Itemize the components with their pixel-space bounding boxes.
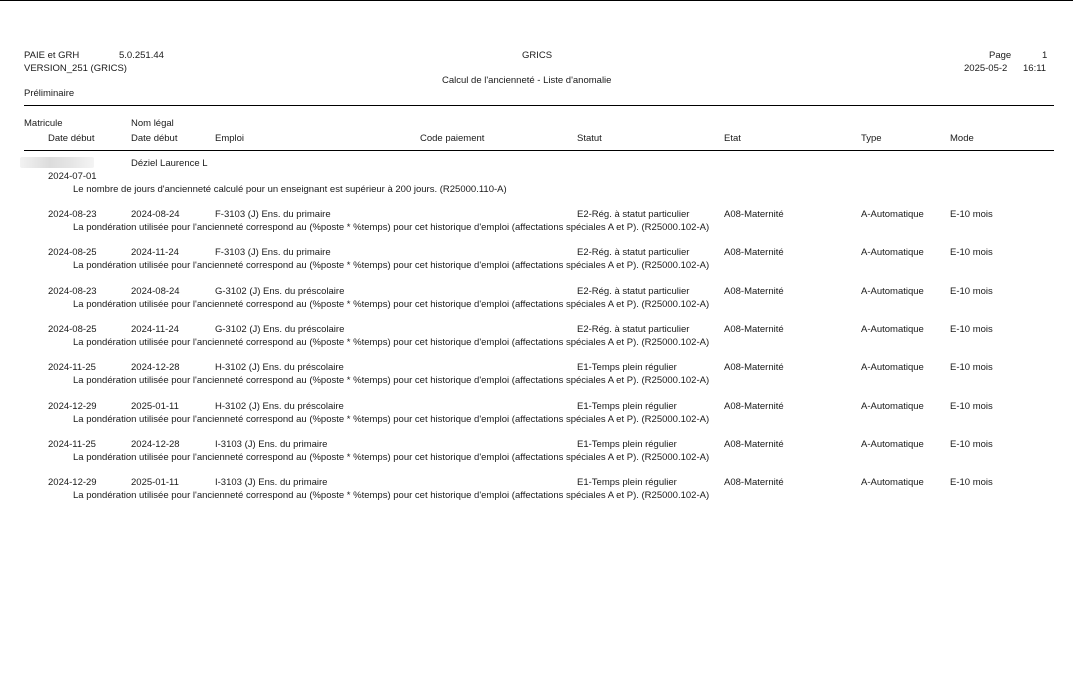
redacted-matricule	[20, 157, 94, 168]
row-message: La pondération utilisée pour l'ancienneté correspond au (%poste * %temps) pour cet historique d'emploi (affectations spéciales A et P). (R25000.102-A)	[73, 299, 710, 310]
row-mode: E-10 mois	[950, 324, 993, 335]
col-mode: Mode	[950, 133, 974, 144]
row-date-debut: 2024-11-25	[48, 362, 96, 373]
app-name: PAIE et GRH	[24, 50, 80, 61]
row-message: La pondération utilisée pour l'ancienneté correspond au (%poste * %temps) pour cet historique d'emploi (affectations spéciales A et P). (R25000.102-A)	[73, 490, 710, 501]
row-statut: E1-Temps plein régulier	[577, 439, 677, 450]
columns-divider	[24, 150, 1054, 151]
report-status: Préliminaire	[24, 88, 75, 99]
row-etat: A08-Maternité	[724, 401, 784, 412]
col-code-paiement: Code paiement	[420, 133, 485, 144]
row-mode: E-10 mois	[950, 286, 993, 297]
row-mode: E-10 mois	[950, 477, 993, 488]
row-emploi: G-3102 (J) Ens. du préscolaire	[215, 286, 345, 297]
col-date-debut-2: Date début	[131, 133, 178, 144]
row-mode: E-10 mois	[950, 247, 993, 258]
employee-name: Déziel Laurence L	[131, 158, 208, 169]
row-mode: E-10 mois	[950, 439, 993, 450]
row-mode: E-10 mois	[950, 209, 993, 220]
col-type: Type	[861, 133, 882, 144]
row-message: La pondération utilisée pour l'ancienneté correspond au (%poste * %temps) pour cet historique d'emploi (affectations spéciales A et P). (R25000.102-A)	[73, 337, 710, 348]
row-type: A-Automatique	[861, 401, 924, 412]
row-etat: A08-Maternité	[724, 324, 784, 335]
row-statut: E1-Temps plein régulier	[577, 477, 677, 488]
col-etat: Etat	[724, 133, 741, 144]
row-etat: A08-Maternité	[724, 247, 784, 258]
row-etat: A08-Maternité	[724, 362, 784, 373]
row-date-debut: 2024-08-25	[48, 247, 97, 258]
row-message: La pondération utilisée pour l'ancienneté correspond au (%poste * %temps) pour cet historique d'emploi (affectations spéciales A et P). (R25000.102-A)	[73, 414, 710, 425]
row-statut: E2-Rég. à statut particulier	[577, 247, 690, 258]
report-title: Calcul de l'ancienneté - Liste d'anomalie	[442, 75, 612, 86]
row-type: A-Automatique	[861, 439, 924, 450]
row-type: A-Automatique	[861, 209, 924, 220]
row-message: La pondération utilisée pour l'ancienneté correspond au (%poste * %temps) pour cet historique d'emploi (affectations spéciales A et P). (R25000.102-A)	[73, 375, 710, 386]
row-date-debut-2: 2024-11-24	[131, 247, 179, 258]
row-emploi: F-3103 (J) Ens. du primaire	[215, 209, 331, 220]
row-date-debut-2: 2024-08-24	[131, 286, 180, 297]
row-statut: E1-Temps plein régulier	[577, 362, 677, 373]
row-type: A-Automatique	[861, 362, 924, 373]
page-label: Page	[989, 50, 1012, 61]
row-statut: E1-Temps plein régulier	[577, 401, 677, 412]
row-date-debut-2: 2024-08-24	[131, 209, 180, 220]
row-emploi: G-3102 (J) Ens. du préscolaire	[215, 324, 345, 335]
version-label: VERSION_251 (GRICS)	[24, 63, 127, 74]
report-date: 2025-05-2	[964, 63, 1008, 74]
row-message: La pondération utilisée pour l'ancienneté correspond au (%poste * %temps) pour cet historique d'emploi (affectations spéciales A et P). (R25000.102-A)	[73, 260, 710, 271]
row-date-debut-2: 2025-01-11	[131, 477, 179, 488]
row-date-debut-2: 2025-01-11	[131, 401, 179, 412]
col-statut: Statut	[577, 133, 602, 144]
app-version: 5.0.251.44	[119, 50, 164, 61]
row-date-debut: 2024-08-25	[48, 324, 97, 335]
row-date-debut-2: 2024-11-24	[131, 324, 179, 335]
row-etat: A08-Maternité	[724, 439, 784, 450]
col-matricule: Matricule	[24, 118, 63, 129]
row-message: La pondération utilisée pour l'ancienneté correspond au (%poste * %temps) pour cet historique d'emploi (affectations spéciales A et P). (R25000.102-A)	[73, 452, 710, 463]
row-type: A-Automatique	[861, 247, 924, 258]
row-type: A-Automatique	[861, 477, 924, 488]
row-date-debut: 2024-08-23	[48, 209, 97, 220]
col-emploi: Emploi	[215, 133, 245, 144]
page-number: 1	[1042, 50, 1048, 61]
row-etat: A08-Maternité	[724, 477, 784, 488]
row-etat: A08-Maternité	[724, 209, 784, 220]
report-time: 16:11	[1023, 63, 1047, 74]
row-mode: E-10 mois	[950, 401, 993, 412]
row-statut: E2-Rég. à statut particulier	[577, 286, 690, 297]
row-mode: E-10 mois	[950, 362, 993, 373]
row-date-debut: 2024-12-29	[48, 477, 97, 488]
row-date-debut: 2024-11-25	[48, 439, 96, 450]
row-type: A-Automatique	[861, 286, 924, 297]
row-type: A-Automatique	[861, 324, 924, 335]
row-statut: E2-Rég. à statut particulier	[577, 324, 690, 335]
org-name: GRICS	[522, 50, 553, 61]
row-emploi: H-3102 (J) Ens. du préscolaire	[215, 362, 344, 373]
employee-first-message: Le nombre de jours d'ancienneté calculé pour un enseignant est supérieur à 200 jours. (R25000.110-A)	[73, 184, 507, 195]
employee-first-date: 2024-07-01	[48, 171, 97, 182]
row-date-debut-2: 2024-12-28	[131, 362, 180, 373]
header-divider	[24, 105, 1054, 106]
top-border	[0, 0, 1073, 1]
row-etat: A08-Maternité	[724, 286, 784, 297]
row-date-debut: 2024-08-23	[48, 286, 97, 297]
row-emploi: I-3103 (J) Ens. du primaire	[215, 477, 328, 488]
row-statut: E2-Rég. à statut particulier	[577, 209, 690, 220]
row-date-debut: 2024-12-29	[48, 401, 97, 412]
row-date-debut-2: 2024-12-28	[131, 439, 180, 450]
row-emploi: H-3102 (J) Ens. du préscolaire	[215, 401, 344, 412]
row-emploi: F-3103 (J) Ens. du primaire	[215, 247, 331, 258]
row-message: La pondération utilisée pour l'ancienneté correspond au (%poste * %temps) pour cet historique d'emploi (affectations spéciales A et P). (R25000.102-A)	[73, 222, 710, 233]
row-emploi: I-3103 (J) Ens. du primaire	[215, 439, 328, 450]
col-date-debut-1: Date début	[48, 133, 95, 144]
col-nom-legal: Nom légal	[131, 118, 174, 129]
